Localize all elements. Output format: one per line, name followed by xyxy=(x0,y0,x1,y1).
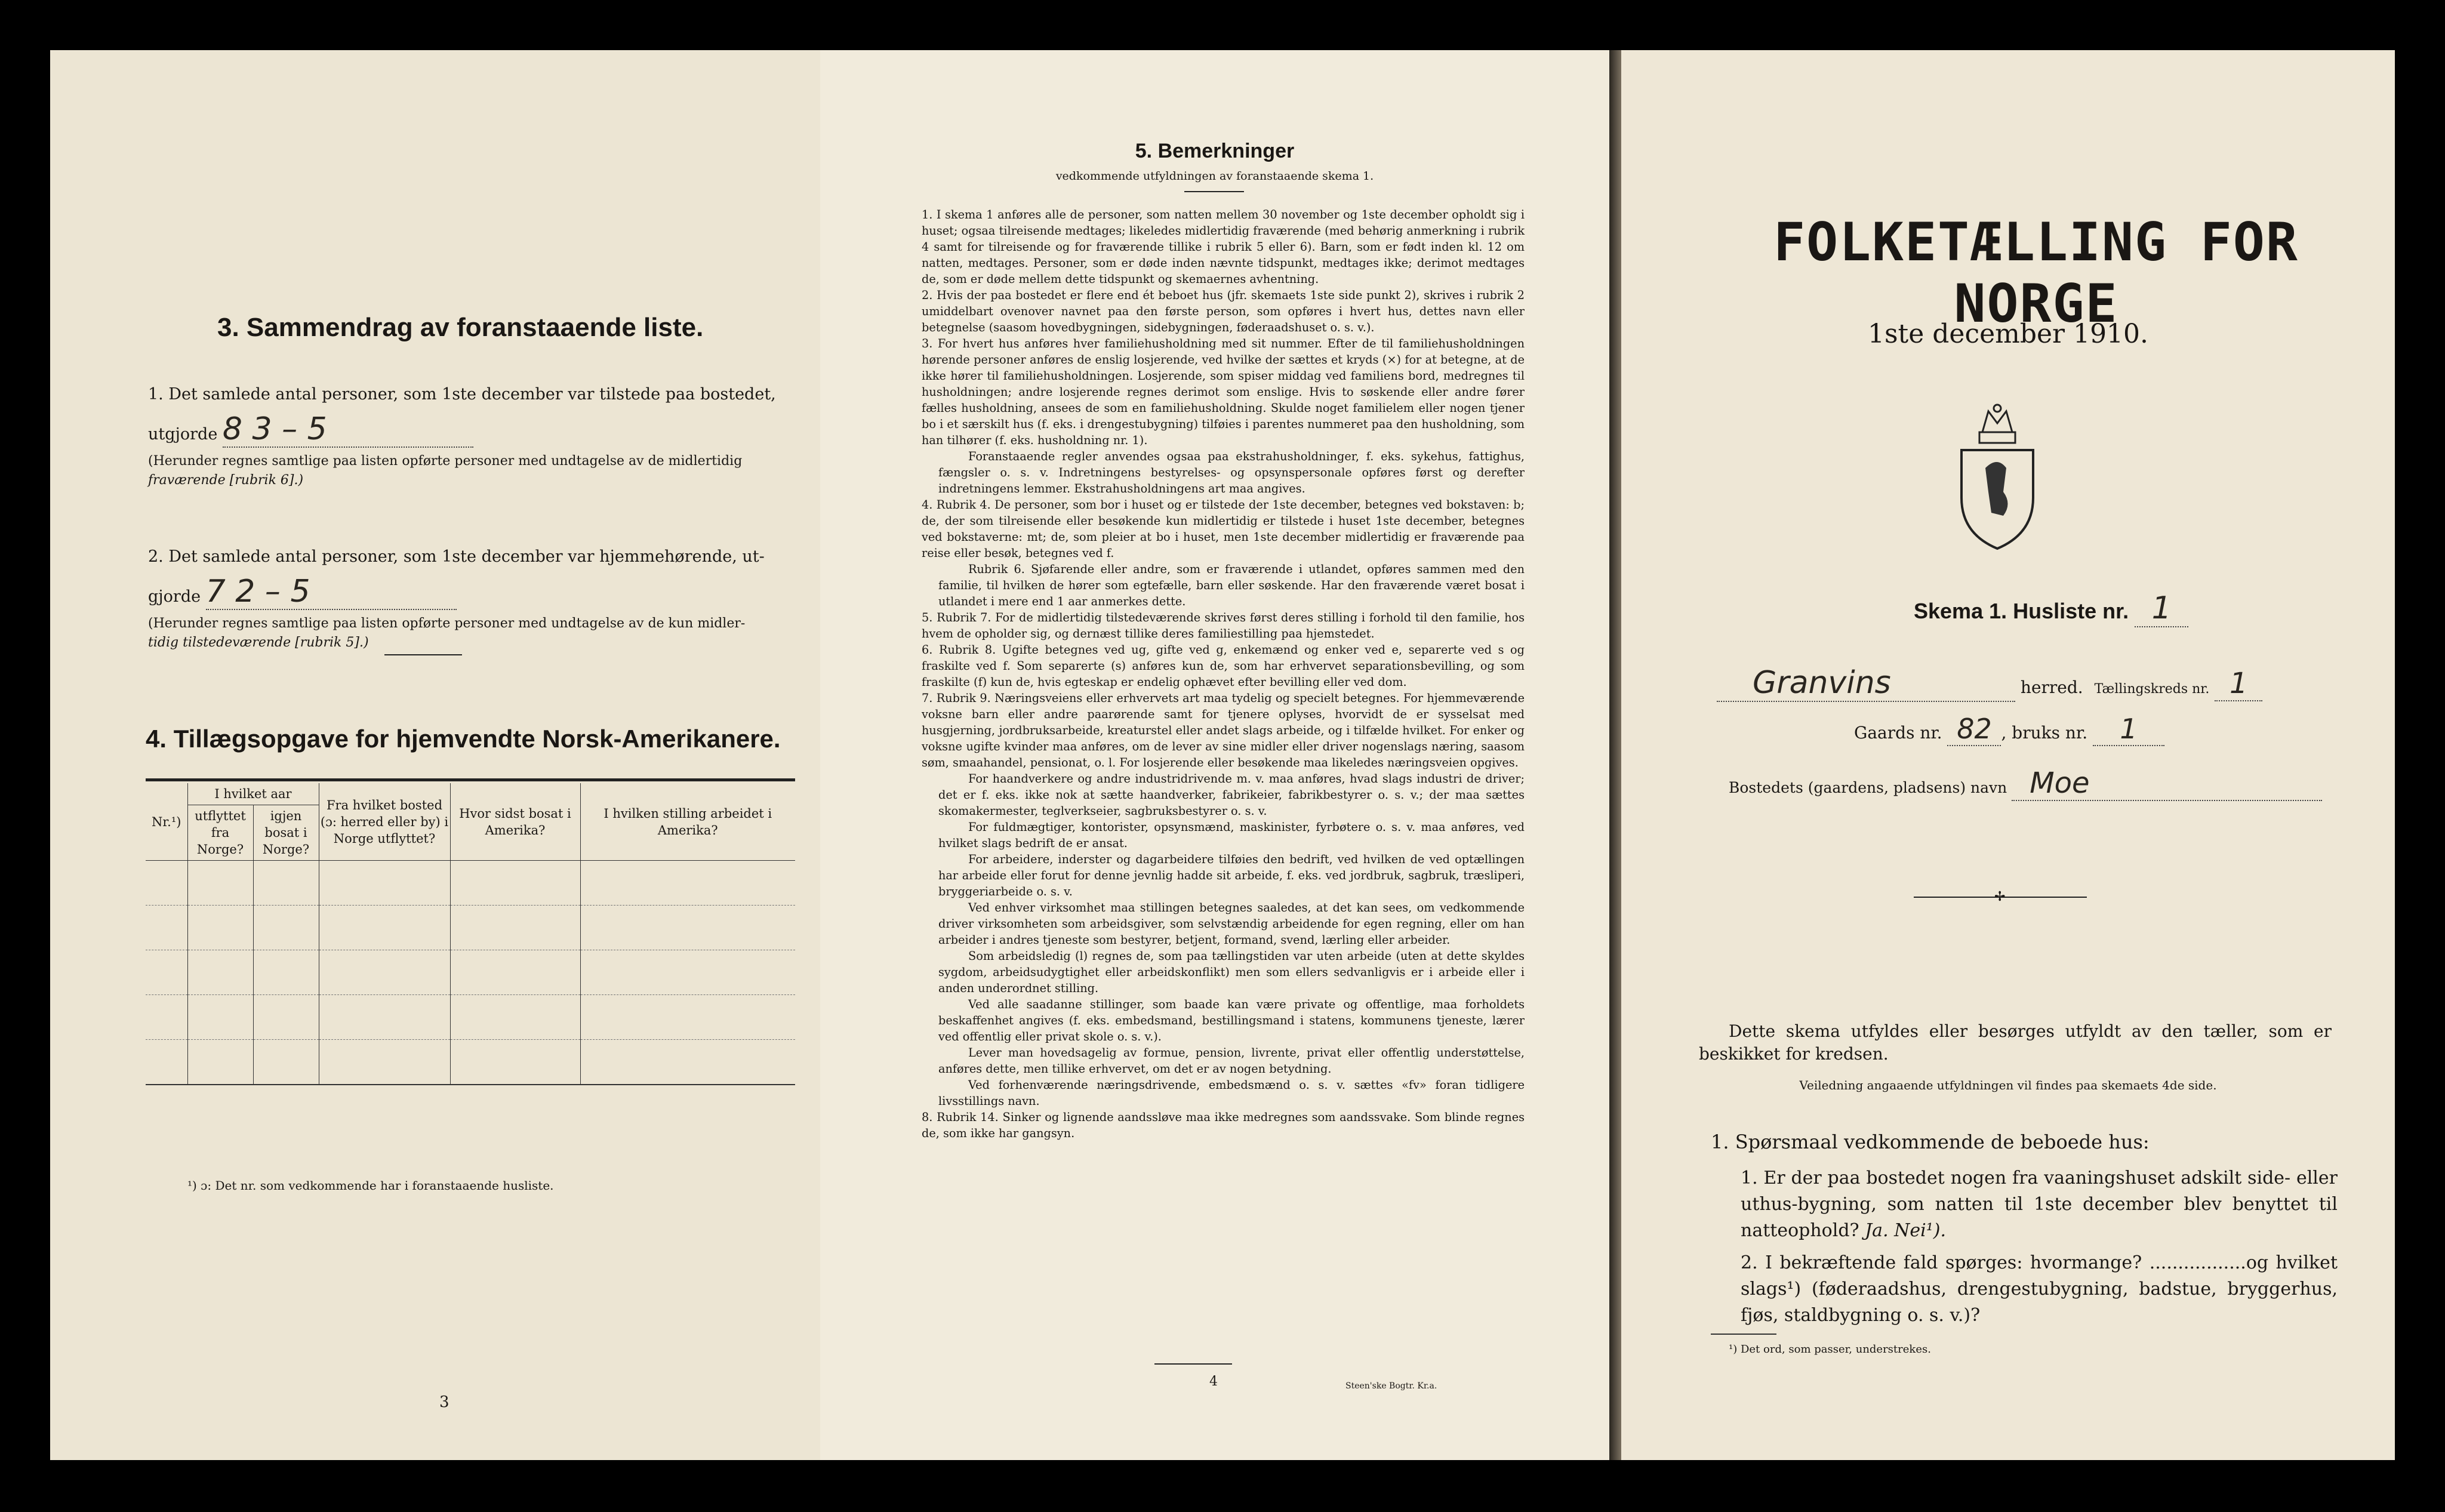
printer-mark: Steen'ske Bogtr. Kr.a. xyxy=(1345,1381,1437,1391)
remark-paragraph: Ved enhver virksomhet maa stillingen betegnes saaledes, at det kan sees, om vedkommende driver virksomheten som arbeidsgiver, som selvstændig arbeidende for egen regning, eller om han arbeider i andres tjeneste som bestyrer, betjent, formand, svend, lærling eller arbeider. xyxy=(938,901,1525,947)
bruks-value: 1 xyxy=(2093,713,2164,746)
remark-paragraph: 1. I skema 1 anføres alle de personer, som natten mellem 30 november og 1ste december opholdt sig i huset; ogsaa tilreisende medtages; likeledes midlertidig fraværende (med behørig anmerkning i rubrik 4 samt for tilreisende og for fraværende tillike i rubrik 5 eller 6). Barn, som er født inden kl. 12 om natten, medtages. Personer, som er døde inden nævnte tidspunkt, medtages ikke; derimot medtages de, som er døde mellem dette tidspunkt og skemaernes avhentning. xyxy=(922,208,1525,286)
bruks-label: , bruks nr. xyxy=(2001,723,2088,743)
remarks-title: 5. Bemerkninger xyxy=(1135,140,1295,162)
question-1-answer: Ja. Nei¹). xyxy=(1865,1220,1947,1241)
col-hvor-sidst-bosat: Hvor sidst bosat i Amerika? xyxy=(450,783,580,861)
question-heading: 1. Spørsmaal vedkommende de beboede hus: xyxy=(1711,1131,2150,1153)
remarks-subtitle: vedkommende utfyldningen av foranstaaende skema 1. xyxy=(1055,170,1374,183)
remark-paragraph: 5. Rubrik 7. For de midlertidig tilstedeværende skrives først deres stilling i forhold til den familie, hos hvem de opholder sig, og dernæst tillike deres familiestilling paa hjemstedet. xyxy=(922,611,1525,640)
item2-answer-line xyxy=(148,574,799,614)
ornament-icon: ✢ xyxy=(1994,889,2006,904)
table-row xyxy=(146,995,795,1040)
col-utflyttet: utflyttet fra Norge? xyxy=(187,805,253,861)
husliste-nr-value: 1 xyxy=(2135,590,2188,627)
item2-prefix: gjorde xyxy=(148,587,201,606)
col-nr: Nr.¹) xyxy=(146,783,187,861)
norsk-amerikanere-table xyxy=(146,783,795,1085)
middle-page xyxy=(820,50,1609,1460)
left-page xyxy=(50,50,820,1460)
herred-line xyxy=(1717,665,2373,702)
item1-line: 1. Det samlede antal personer, som 1ste december var tilstede paa bostedet, xyxy=(148,385,776,404)
divider xyxy=(1154,1363,1232,1365)
item2-note2: tidig tilstedeværende [rubrik 5].) xyxy=(148,635,369,650)
instruction-text: Dette skema utfyldes eller besørges utfyldt av den tæller, som er beskikket for kredsen. xyxy=(1699,1021,2332,1064)
bosted-line xyxy=(1729,766,2373,801)
page-number: 4 xyxy=(1209,1374,1218,1389)
remark-paragraph: Foranstaaende regler anvendes ogsaa paa ekstrahusholdninger, f. eks. sykehus, fattighus, fængsler o. s. v. Indretningens bestyrelses- og opsynspersonale opføres først og derefter indretningens lemmer. Ekstrahusholdningens art maa angives. xyxy=(938,449,1525,495)
remark-paragraph: 7. Rubrik 9. Næringsveiens eller erhvervets art maa tydelig og specielt betegnes. For hjemmeværende voksne barn eller andre paarørende samt for tjenere oplyses, hvorvidt de er sysselsat med husgjerning, jordbruksarbeide, kreaturstel eller andet slags arbeide, og i tilfælde hvilket. For enker og voksne ugifte kvinder maa anføres, om de lever av sine midler eller driver nogenslags næring, saasom søm, smaahandel, pensionat, o. l. For losjerende eller besøkende maa likeledes næringsveien opgives. xyxy=(922,691,1525,769)
instruction-note: Veiledning angaaende utfyldningen vil findes paa skemaets 4de side. xyxy=(1799,1078,2217,1092)
item2-note1: (Herunder regnes samtlige paa listen opførte personer med undtagelse av de kun midler- xyxy=(148,616,746,631)
question-1 xyxy=(1741,1165,2338,1244)
right-page xyxy=(1621,50,2395,1460)
remark-paragraph: 3. For hvert hus anføres hver familiehusholdning med sit nummer. Efter de til familiehusholdningen hørende personer anføres de enslig losjerende, ved hvilke der sættes et kryds (×) for at betegne, at de ikke hører til familiehusholdningen. Losjerende, som spiser middag ved familiens bord, medregnes til husholdningen; andre losjerende regnes derimot som enslige. Hvis to søskende eller andre fører fælles husholdning, ansees de som en familiehusholdning. Skulde noget familielem eller nogen tjener bo i et særskilt hus (f. eks. i drengestubygning) tilføies i parentes nummeret paa den husholdning, som han tilhører (f. eks. husholdning nr. 1). xyxy=(922,337,1525,447)
remark-paragraph: Lever man hovedsagelig av formue, pension, livrente, privat eller offentlig understøttelse, anføres dette, men tillike erhvervet, om det er av nogen betydning. xyxy=(938,1046,1525,1076)
bosted-label: Bostedets (gaardens, pladsens) navn xyxy=(1729,779,2007,796)
divider xyxy=(1184,191,1244,192)
remark-paragraph: 6. Rubrik 8. Ugifte betegnes ved ug, gifte ved g, enkemænd og enker ved e, separerte ved s og fraskilte ved f. Som separerte (s) anføres kun de, som har erhvervet separationsbevilling, og som fraskilte (f) kun de, hvis egteskap er endelig ophævet efter bevilling eller ved dom. xyxy=(922,643,1525,689)
col-i-hvilket-aar: I hvilket aar xyxy=(187,783,319,805)
question-1-text: 1. Er der paa bostedet nogen fra vaaningshuset adskilt side- eller uthus-bygning, som natten til 1ste december blev benyttet til natteophold? xyxy=(1741,1168,2338,1241)
question-2: 2. I bekræftende fald spørges: hvormange? .................og hvilket slags¹) (føderaadshus, drengestubygning, badstue, bryggerhus, fjøs, staldbygning o. s. v.)? xyxy=(1741,1252,2338,1326)
item1-handwritten-value: 8 3 – 5 xyxy=(223,412,473,448)
coat-of-arms-icon xyxy=(1956,396,2039,554)
herred-value: Granvins xyxy=(1717,665,2015,702)
footnote-rule xyxy=(1711,1334,1776,1335)
remark-paragraph: 4. Rubrik 4. De personer, som bor i huset og er tilstede der 1ste december, betegnes ved bokstaven: b; de, der som tilreisende eller besøkende kun midlertidig er tilstede i huset 1ste december, betegnes ved bokstaverne: mt; de, som pleier at bo i huset, men 1ste december midlertidig er fraværende paa reise eller besøk, betegnes ved f. xyxy=(922,498,1525,560)
bosted-value: Moe xyxy=(2012,766,2322,801)
item1-prefix: utgjorde xyxy=(148,425,218,444)
remark-paragraph: Ved alle saadanne stillinger, som baade kan være private og offentlige, maa forholdets beskaffenhet angives (f. eks. embedsmand, bestillingsmand i statens, kommunens tjeneste, lærer ved offentlig eller privat skole o. s. v.). xyxy=(938,997,1525,1043)
page-gap xyxy=(1609,50,1621,1460)
remark-paragraph: 2. Hvis der paa bostedet er flere end ét beboet hus (jfr. skemaets 1ste side punkt 2), skrives i rubrik 2 umiddelbart ovenover navnet paa den første person, som opføres i hvert hus, dettes navn eller betegnelse (saasom hovedbygningen, sidebygningen, føderaadshuset o. s. v.). xyxy=(922,288,1525,334)
item1-note2: fraværende [rubrik 6].) xyxy=(148,473,304,488)
item1-answer-line xyxy=(148,412,799,452)
col-fra-hvilket-bosted: Fra hvilket bosted (ɔ: herred eller by) i Norge utflyttet? xyxy=(319,783,450,861)
remark-paragraph: Rubrik 6. Sjøfarende eller andre, som er fraværende i utlandet, opføres sammen med den familie, til hvilken de hører som egtefælle, barn eller søskende. Har den fraværende været bosat i utlandet i mere end 1 aar anmerkes dette. xyxy=(938,562,1525,608)
kreds-label: Tællingskreds nr. xyxy=(2094,682,2210,697)
table-footnote: ¹) ɔ: Det nr. som vedkommende har i foranstaaende husliste. xyxy=(187,1178,554,1193)
summary-item-2 xyxy=(148,540,799,652)
remark-paragraph: Ved forhenværende næringsdrivende, embedsmænd o. s. v. sættes «fv» foran tidligere livsstillings navn. xyxy=(938,1078,1525,1108)
gaards-line xyxy=(1854,713,2164,746)
item2-line: 2. Det samlede antal personer, som 1ste december var hjemmehørende, ut- xyxy=(148,547,765,566)
remark-paragraph: 8. Rubrik 14. Sinker og lignende aandssløve maa ikke medregnes som aandssvake. Som blinde regnes de, som ikke har gangsyn. xyxy=(922,1110,1525,1140)
remark-paragraph: For haandverkere og andre industridrivende m. v. maa anføres, hvad slags industri de driver; det er f. eks. ikke nok at sætte haandverker, fabrikeier, fabrikbestyrer o. s. v.; der maa sættes skomakermester, teglverkseier, sagbruksbestyrer o. s. v. xyxy=(938,772,1525,818)
herred-label: herred. xyxy=(2020,678,2083,697)
skema-label: Skema 1. Husliste nr. xyxy=(1914,599,2129,623)
page-number: 3 xyxy=(439,1393,449,1411)
section4-title: 4. Tillægsopgave for hjemvendte Norsk-Amerikanere. xyxy=(146,725,781,753)
remark-paragraph: For fuldmægtiger, kontorister, opsynsmænd, maskinister, fyrbøtere o. s. v. maa anføres, ved hvilket slags bedrift de er ansat. xyxy=(938,820,1525,850)
col-igjen-bosat: igjen bosat i Norge? xyxy=(253,805,319,861)
remarks-list xyxy=(922,207,1525,1141)
table-row xyxy=(146,906,795,950)
table-row xyxy=(146,861,795,906)
gaards-label: Gaards nr. xyxy=(1854,723,1942,743)
table-top-rule xyxy=(146,778,795,781)
skema-line xyxy=(1914,590,2188,627)
gaards-value: 82 xyxy=(1947,713,2001,746)
census-date: 1ste december 1910. xyxy=(1867,319,2149,349)
divider xyxy=(384,654,462,655)
remark-paragraph: For arbeidere, inderster og dagarbeidere tilføies den bedrift, ved hvilken de ved optællingen har arbeide eller forut for denne jevnlig hadde sit arbeide, f. eks. ved jordbruk, sagbruk, træsliperi, bryggeriarbeide o. s. v. xyxy=(938,852,1525,898)
kreds-value: 1 xyxy=(2215,667,2262,701)
footnote: ¹) Det ord, som passer, understrekes. xyxy=(1729,1343,1931,1356)
item2-handwritten-value: 7 2 – 5 xyxy=(206,574,457,610)
col-stilling: I hvilken stilling arbeidet i Amerika? xyxy=(580,783,795,861)
census-title: FOLKETÆLLING FOR NORGE xyxy=(1773,211,2299,334)
item1-note1: (Herunder regnes samtlige paa listen opførte personer med undtagelse av de midlertidig xyxy=(148,454,743,469)
section3-title: 3. Sammendrag av foranstaaende liste. xyxy=(217,313,704,342)
table-row xyxy=(146,950,795,995)
summary-item-1 xyxy=(148,377,799,490)
table-row xyxy=(146,1040,795,1085)
remark-paragraph: Som arbeidsledig (l) regnes de, som paa tællingstiden var uten arbeide (uten at dette skyldes sygdom, arbeidsudygtighet eller arbeidskonflikt) men som ellers sedvanligvis er i arbeide eller i anden underordnet stilling. xyxy=(938,949,1525,995)
